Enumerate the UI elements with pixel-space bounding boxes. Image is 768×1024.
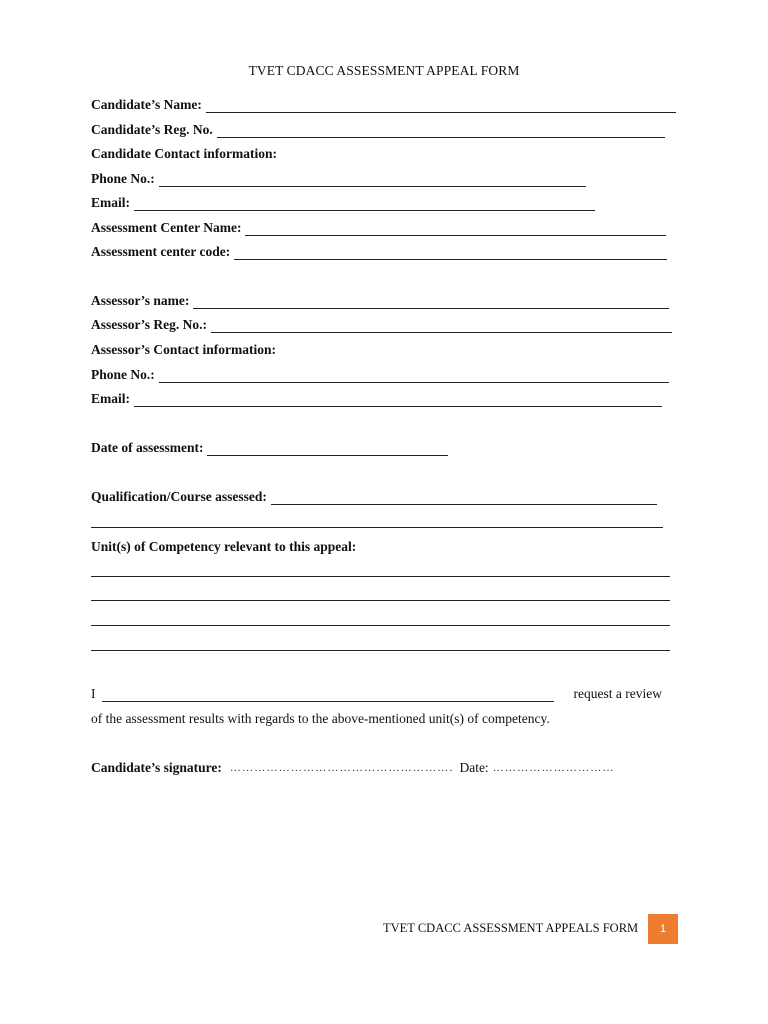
units-row xyxy=(91,539,356,555)
qualification-row xyxy=(91,489,657,505)
assessor-reg-field[interactable] xyxy=(211,320,672,333)
assessor-email-label: Email: xyxy=(91,391,130,406)
qualification-continuation-line[interactable] xyxy=(91,527,663,528)
declaration-prefix: I xyxy=(91,686,96,701)
candidate-contact-label: Candidate Contact information: xyxy=(91,146,277,161)
candidate-phone-row xyxy=(91,171,586,187)
assessor-phone-field[interactable] xyxy=(159,370,669,383)
footer-title: TVET CDACC ASSESSMENT APPEALS FORM xyxy=(383,921,639,935)
units-label: Unit(s) of Competency relevant to this appeal: xyxy=(91,539,357,554)
center-code-field[interactable] xyxy=(234,247,667,260)
declaration-continuation-row xyxy=(91,711,550,727)
assessor-phone-row xyxy=(91,367,669,383)
candidate-email-label: Email: xyxy=(91,195,130,210)
assessor-name-label: Assessor’s name: xyxy=(91,293,190,308)
signature-date-field[interactable]: ………………………… xyxy=(492,762,615,774)
assessor-contact-row xyxy=(91,342,276,358)
assessor-name-field[interactable] xyxy=(193,296,669,309)
declaration-suffix: request a review xyxy=(573,686,662,701)
candidate-email-row xyxy=(91,195,595,211)
center-code-label: Assessment center code: xyxy=(91,244,231,259)
form-title: TVET CDACC ASSESSMENT APPEAL FORM xyxy=(248,63,520,78)
declaration-row xyxy=(91,686,662,702)
signature-row xyxy=(91,760,615,776)
candidate-phone-label: Phone No.: xyxy=(91,171,155,186)
candidate-reg-field[interactable] xyxy=(217,125,665,138)
units-line-1[interactable] xyxy=(91,576,670,577)
assessor-phone-label: Phone No.: xyxy=(91,367,155,382)
center-code-row xyxy=(91,244,667,260)
candidate-reg-row xyxy=(91,122,665,138)
assessment-date-field[interactable] xyxy=(207,443,448,456)
assessment-date-row xyxy=(91,440,448,456)
candidate-name-row xyxy=(91,97,676,113)
candidate-contact-row xyxy=(91,146,277,162)
candidate-email-field[interactable] xyxy=(134,198,595,211)
qualification-label: Qualification/Course assessed: xyxy=(91,489,267,504)
declaration-continuation: of the assessment results with regards to the above-mentioned unit(s) of competency. xyxy=(91,711,550,726)
units-line-2[interactable] xyxy=(91,600,670,601)
assessor-email-row xyxy=(91,391,662,407)
units-line-3[interactable] xyxy=(91,625,670,626)
assessor-reg-row xyxy=(91,317,672,333)
candidate-phone-field[interactable] xyxy=(159,174,586,187)
signature-date-label: Date: xyxy=(459,760,489,775)
declaration-name-field[interactable] xyxy=(102,689,554,702)
assessment-date-label: Date of assessment: xyxy=(91,440,204,455)
center-name-row xyxy=(91,220,666,236)
candidate-reg-label: Candidate’s Reg. No. xyxy=(91,122,213,137)
qualification-field[interactable] xyxy=(271,492,657,505)
center-name-field[interactable] xyxy=(245,223,666,236)
candidate-name-label: Candidate’s Name: xyxy=(91,97,202,112)
signature-field[interactable]: ………………………………………………. xyxy=(229,762,454,774)
page-number-badge: 1 xyxy=(648,914,678,944)
center-name-label: Assessment Center Name: xyxy=(91,220,242,235)
assessor-email-field[interactable] xyxy=(134,394,662,407)
candidate-name-field[interactable] xyxy=(206,100,676,113)
assessor-contact-label: Assessor’s Contact information: xyxy=(91,342,276,357)
assessor-name-row xyxy=(91,293,669,309)
assessor-reg-label: Assessor’s Reg. No.: xyxy=(91,317,207,332)
signature-label: Candidate’s signature: xyxy=(91,760,222,775)
units-line-4[interactable] xyxy=(91,650,670,651)
